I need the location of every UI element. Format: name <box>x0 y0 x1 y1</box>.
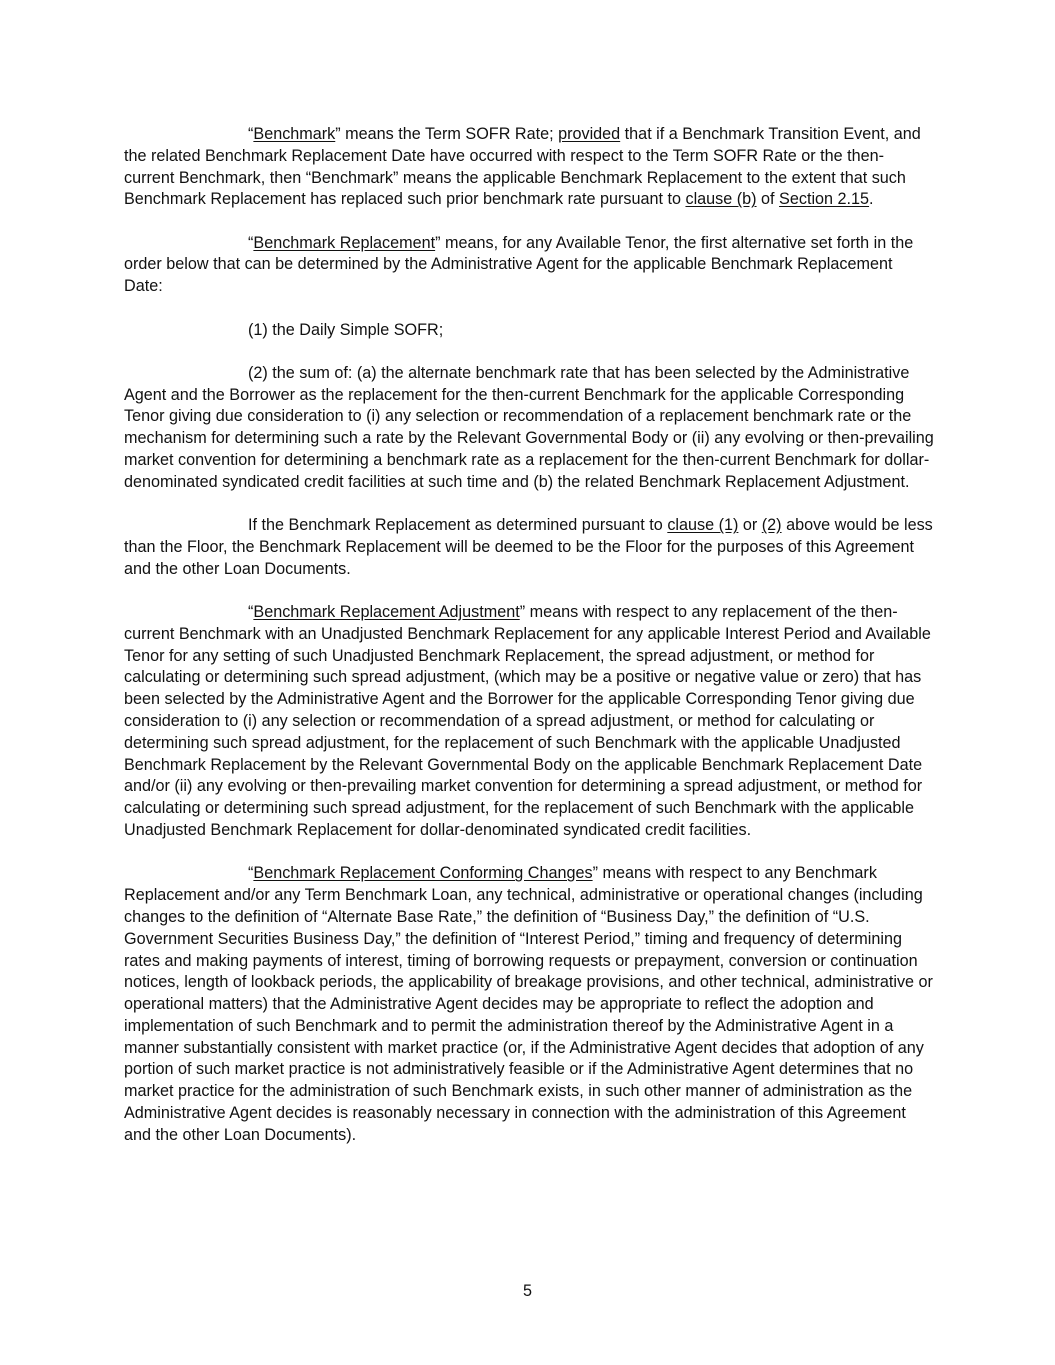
definition-text: ” means with respect to any replacement of the then-current Benchmark with an Unadjusted Benchmark Replacement for any applicable Interest Period and Available Tenor for any setting of such Unadjusted Benchmark Replacement, the spread adjustment, or method for calculating or determining such spread adjustment, (which may be a positive or negative value or zero) that has been selected by the Administrative Agent and the Borrower for the applicable Corresponding Tenor giving due consideration to (i) any selection or recommendation of a spread adjustment, or method for calculating or determining such spread adjustment, for the replacement of such Benchmark with the applicable Unadjusted Benchmark Replacement by the Relevant Governmental Body on the applicable Benchmark Replacement Date and/or (ii) any evolving or then-prevailing market convention for determining a spread adjustment, or method for calculating or determining such spread adjustment, for the replacement of such Benchmark with the applicable Unadjusted Benchmark Replacement for dollar-denominated syndicated credit facilities. <box>124 603 931 840</box>
document-page <box>124 124 934 1168</box>
open-quote: “ <box>248 864 254 883</box>
open-quote: “ <box>248 233 254 252</box>
defined-term-benchmark-replacement: Benchmark Replacement <box>253 233 436 252</box>
definition-benchmark-replacement-conforming-changes <box>124 863 934 1146</box>
paragraph-text: above would be less than the Floor, the Benchmark Replacement will be deemed to be the Floor for the purposes of this Agreement and the other Loan Documents. <box>124 516 933 578</box>
clause-b-reference: clause (b) <box>685 190 757 209</box>
defined-term-conforming-changes: Benchmark Replacement Conforming Changes <box>253 864 593 883</box>
definition-benchmark-replacement-adjustment <box>124 602 934 842</box>
clause-2-reference: (2) <box>761 516 782 535</box>
definition-text: ” means, for any Available Tenor, the first alternative set forth in the order below that can be determined by the Administrative Agent for the applicable Benchmark Replacement Date: <box>124 233 914 296</box>
clause-1-reference: clause (1) <box>667 516 739 535</box>
paragraph-text: If the Benchmark Replacement as determined pursuant to <box>248 516 668 535</box>
definition-text: ” means with respect to any Benchmark Replacement and/or any Term Benchmark Loan, any technical, administrative or operational changes (including changes to the definition of “Alternate Base Rate,” the definition of “Business Day,” the definition of “U.S. Government Securities Business Day,” the definition of “Interest Period,” timing and frequency of determining rates and making payments of interest, timing of borrowing requests or prepayment, conversion or continuation notices, length of lookback periods, the applicability of breakage provisions, and other technical, administrative or operational matters) that the Administrative Agent decides may be appropriate to reflect the adoption and implementation of such Benchmark and to permit the administration thereof by the Administrative Agent in a manner substantially consistent with market practice (or, if the Administrative Agent decides that adoption of any portion of such market practice is not administratively feasible or if the Administrative Agent determines that no market practice for the administration of such Benchmark exists, in such other manner of administration as the Administrative Agent decides is reasonably necessary in connection with the administration of this Agreement and the other Loan Documents). <box>124 864 933 1144</box>
list-item-2: (2) the sum of: (a) the alternate benchmark rate that has been selected by the Administrative Agent and the Borrower as the replacement for the then-current Benchmark for the applicable Corresponding Tenor giving due consideration to (i) any selection or recommendation of a replacement benchmark rate or the mechanism for determining such a rate by the Relevant Governmental Body or (ii) any evolving or then-prevailing market convention for determining a benchmark rate as a replacement for the then-current Benchmark for dollar-denominated syndicated credit facilities at such time and (b) the related Benchmark Replacement Adjustment. <box>124 363 934 491</box>
definition-text: ” means the Term SOFR Rate; <box>335 125 559 143</box>
defined-term-benchmark: Benchmark <box>253 125 336 143</box>
list-item-1: (1) the Daily Simple SOFR; <box>248 320 444 339</box>
definition-text: . <box>869 190 874 209</box>
floor-paragraph <box>124 515 934 580</box>
definition-benchmark-replacement <box>124 233 934 298</box>
open-quote: “ <box>248 603 254 622</box>
definition-text: of <box>756 190 780 209</box>
definition-benchmark <box>124 124 934 211</box>
section-2-15-reference: Section 2.15 <box>779 190 870 209</box>
defined-term-adjustment: Benchmark Replacement Adjustment <box>253 603 520 622</box>
provided-keyword: provided <box>558 125 621 143</box>
paragraph-text: or <box>738 516 762 535</box>
definition-text: that if a Benchmark Transition Event, and the related Benchmark Replacement Date have occurred with respect to the Term SOFR Rate or the then-current Benchmark, then “Benchmark” means the applicable Benchmark Replacement to the extent that such Benchmark Replacement has replaced such prior benchmark rate pursuant to <box>124 125 921 209</box>
page-number: 5 <box>522 1282 532 1300</box>
open-quote: “ <box>248 125 254 143</box>
